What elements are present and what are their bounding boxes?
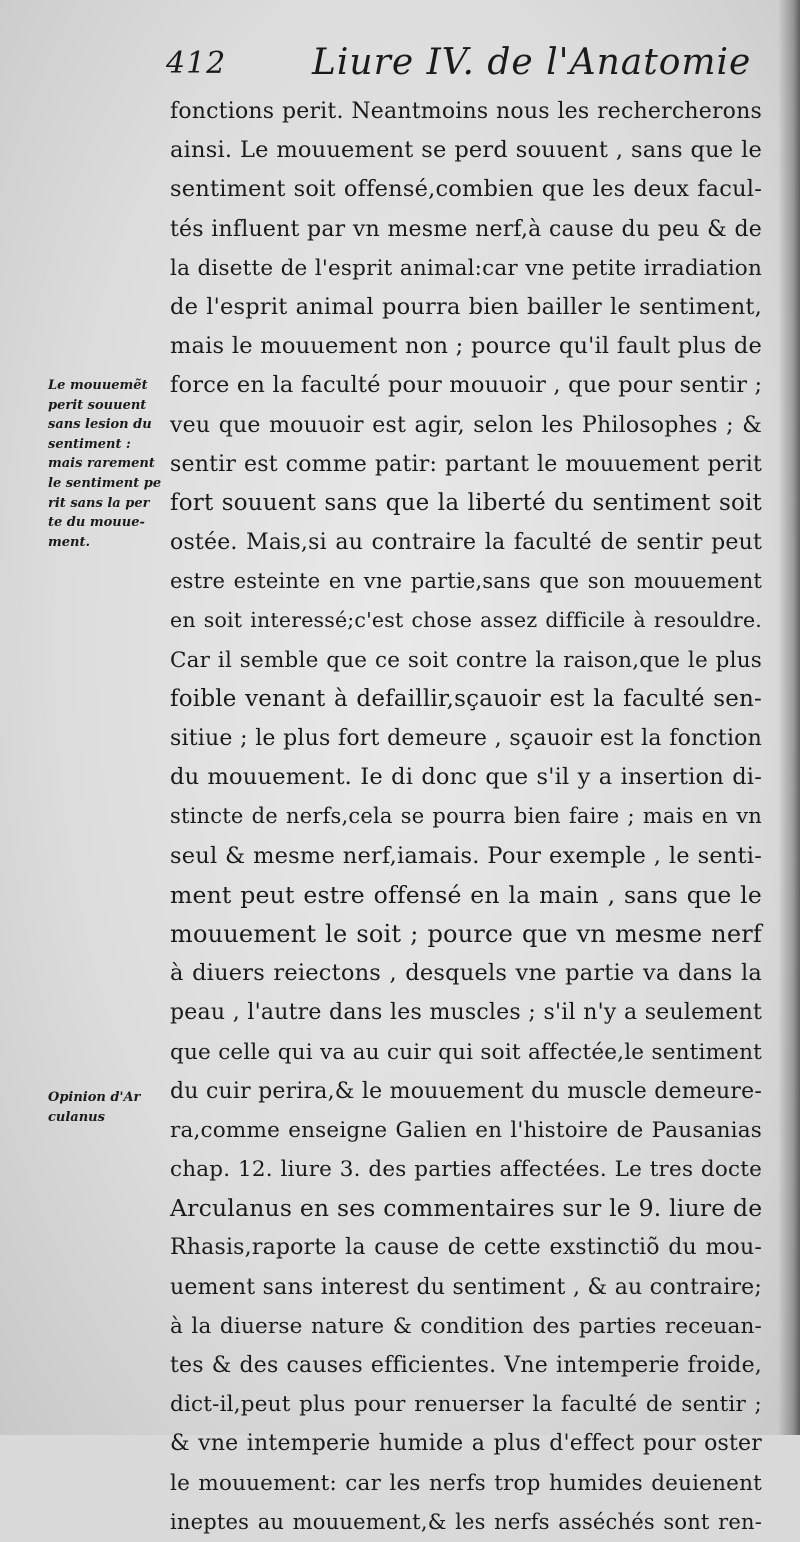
text-line: force en la faculté pour mouuoir , que pour sentir ;	[170, 372, 763, 399]
text-line: du cuir perira,& le mouuement du muscle demeure-	[170, 1078, 762, 1104]
page-edge-shadow	[778, 0, 800, 1435]
text-line: à la diuerse nature & condition des parties receuan-	[170, 1313, 762, 1339]
body-text	[170, 92, 762, 1542]
text-line: la disette de l'esprit animal:car vne petite irradiation	[170, 255, 762, 281]
margin-note-line: sentiment :	[48, 436, 131, 452]
text-line: le mouuement: car les nerfs trop humides deuienent	[170, 1470, 762, 1496]
text-line: seul & mesme nerf,iamais. Pour exemple , le senti-	[170, 842, 762, 869]
text-line: que celle qui va au cuir qui soit affectée,le sentiment	[170, 1039, 762, 1065]
margin-note-line: ment.	[48, 534, 91, 550]
margin-note-line: culanus	[48, 1109, 105, 1125]
text-line: fort souuent sans que la liberté du sentiment soit	[170, 489, 762, 516]
page-number: 412	[166, 46, 227, 81]
text-line: ineptes au mouuement,& les nerfs asséchés sont ren-	[170, 1509, 762, 1534]
text-line: foible venant à defaillir,sçauoir est la faculté sen-	[170, 685, 762, 712]
text-line: & vne intemperie humide a plus d'effect pour oster	[170, 1431, 762, 1457]
text-line: fonctions perit. Neantmoins nous les rechercherons	[170, 99, 762, 124]
margin-note-line: sans lesion du	[48, 417, 152, 433]
margin-note-line: Le mouuemẽt	[48, 378, 148, 393]
text-line: mais le mouuement non ; pource qu'il fault plus de	[170, 333, 762, 360]
text-line: chap. 12. liure 3. des parties affectées. Le tres docte	[170, 1157, 762, 1183]
margin-note-motion-sense	[48, 376, 170, 552]
running-title: Liure IV. de l'Anatomie	[312, 42, 752, 83]
margin-note-arculanus	[48, 1088, 170, 1127]
text-line: sitiue ; le plus fort demeure , sçauoir est la fonction	[170, 726, 762, 751]
text-line: tés influent par vn mesme nerf,à cause du peu & de	[170, 216, 762, 242]
text-line: peau , l'autre dans les muscles ; s'il n'y a seulement	[170, 1000, 762, 1026]
margin-note-line: perit souuent	[48, 397, 147, 413]
text-line: ostée. Mais,si au contraire la faculté de sentir peut	[170, 530, 762, 556]
text-line: uement sans interest du sentiment , & au contraire;	[170, 1274, 762, 1300]
text-line: tes & des causes efficientes. Vne intemperie froide,	[170, 1353, 762, 1378]
text-line: du mouuement. Ie di donc que s'il y a insertion di-	[170, 764, 762, 791]
running-head	[160, 40, 760, 90]
text-line: sentiment soit offensé,combien que les deux facul-	[170, 176, 762, 203]
text-line: ra,comme enseigne Galien en l'histoire de Pausanias	[170, 1117, 762, 1143]
text-line: ment peut estre offensé en la main , sans que le	[170, 880, 762, 909]
text-line: Arculanus en ses commentaires sur le 9. liure de	[170, 1194, 763, 1223]
text-line: sentir est comme patir: partant le mouuement perit	[170, 451, 762, 477]
text-line: estre esteinte en vne partie,sans que son mouuement	[170, 569, 762, 594]
text-line: Rhasis,raporte la cause de cette exstinctiõ du mou-	[170, 1235, 762, 1261]
margin-note-line: Opinion d'Ar	[48, 1090, 141, 1105]
text-line: Car il semble que ce soit contre la raison,que le plus	[170, 647, 762, 673]
margin-note-line: rit sans la per	[48, 495, 150, 511]
text-line: dict-il,peut plus pour renuerser la faculté de sentir ;	[170, 1392, 762, 1418]
text-line: stincte de nerfs,cela se pourra bien faire ; mais en vn	[170, 804, 762, 829]
text-line: de l'esprit animal pourra bien bailler le sentiment,	[170, 293, 762, 320]
text-line: mouuement le soit ; pource que vn mesme nerf	[170, 919, 762, 948]
text-line: ainsi. Le mouuement se perd souuent , sans que le	[170, 137, 762, 164]
margin-note-line: mais rarement	[48, 456, 155, 472]
text-line: veu que mouuoir est agir, selon les Philosophes ; &	[170, 412, 762, 438]
margin-note-line: te du mouue-	[48, 515, 145, 531]
text-line: à diuers reiectons , desquels vne partie va dans la	[170, 960, 762, 987]
margin-note-line: le sentiment pe	[48, 475, 162, 491]
text-line: en soit interessé;c'est chose assez difficile à resouldre.	[170, 608, 762, 633]
